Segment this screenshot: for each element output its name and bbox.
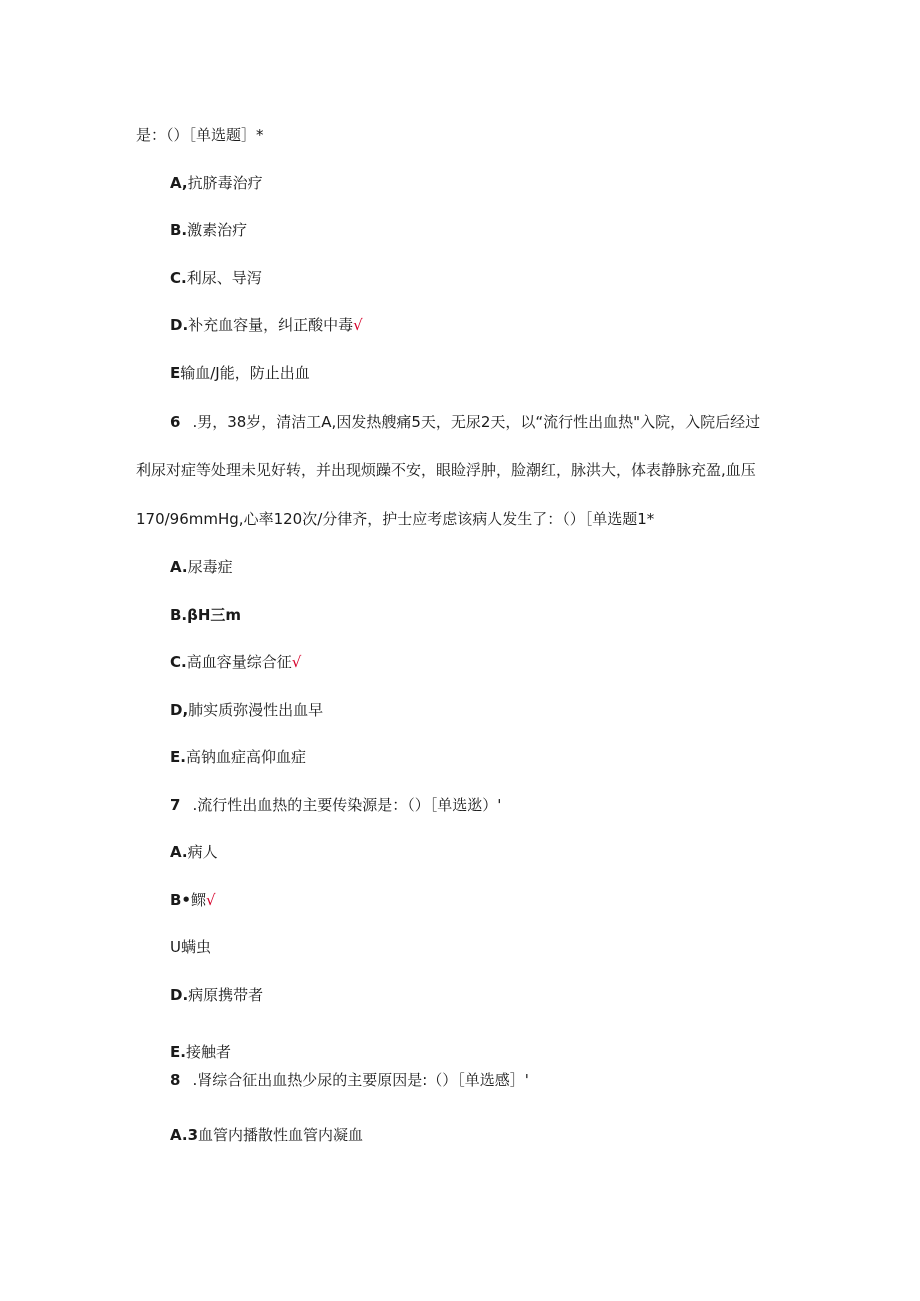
option-letter: B. [170, 221, 188, 239]
q6-option-d[interactable] [170, 700, 323, 720]
option-letter: A. [170, 843, 188, 861]
option-letter: A, [170, 174, 188, 192]
option-text: 肺实质弥漫性出血早 [188, 701, 324, 719]
q7-option-c[interactable] [170, 937, 211, 957]
correct-check-icon: √ [206, 891, 216, 909]
q6-option-b[interactable] [170, 605, 241, 625]
question-text: .流行性出血热的主要传染源是：（）［单选逖）' [192, 796, 502, 814]
option-letter: E. [170, 1043, 186, 1061]
option-text: 高血容量综合征 [186, 653, 292, 671]
q6-option-a[interactable] [170, 557, 233, 577]
question-text: .男，38岁，清洁工A,因发热艘痛5天，无尿2天，以“流行性出血热"入院，入院后经过 [192, 413, 761, 431]
q6-option-e[interactable] [170, 747, 306, 767]
q6-stem-line2: 利尿对症等处理未见好转，并出现烦躁不安，眼睑浮肿，脸潮红，脉洪大，体表静脉充盈,血压 [136, 461, 756, 479]
option-text: 病人 [187, 843, 218, 861]
option-text: 尿毒症 [187, 558, 233, 576]
option-text: 输血/J能，防止出血 [180, 364, 310, 382]
option-letter: E. [170, 748, 186, 766]
q8-option-a[interactable] [170, 1125, 363, 1145]
q6-stem-line3: 170/96mmHg,心率120次/分律齐，护士应考虑该病人发生了：（）［单选题1* [136, 510, 655, 528]
q5-option-b[interactable] [170, 220, 247, 240]
option-text: 抗脐毒治疗 [187, 174, 263, 192]
option-letter: C. [170, 269, 187, 287]
q8-stem [170, 1070, 529, 1090]
option-letter: E [170, 364, 181, 382]
correct-check-icon: √ [291, 653, 302, 671]
option-letter: B. [170, 606, 188, 624]
question-number: 8 [170, 1071, 181, 1089]
q5-option-a[interactable] [170, 173, 263, 193]
option-letter: C. [170, 653, 187, 671]
option-text: 补充血容量，纠正酸中毒 [188, 316, 354, 334]
q5-option-e[interactable] [170, 363, 310, 383]
option-letter: U [170, 938, 181, 956]
option-text: 鳏 [191, 891, 207, 909]
q5-option-d[interactable] [170, 315, 363, 335]
question-number: 6 [170, 413, 181, 431]
q5-option-c[interactable] [170, 268, 262, 288]
correct-check-icon: √ [353, 316, 363, 334]
q6-option-c[interactable] [170, 652, 301, 672]
question-text: .肾综合征出血热少尿的主要原因是:（）［单选感］' [192, 1071, 529, 1089]
option-text: 病原携带者 [188, 986, 264, 1004]
q7-option-e[interactable] [170, 1042, 231, 1062]
option-letter: B• [170, 891, 192, 909]
option-text: βH三m [187, 606, 242, 624]
option-letter: D. [170, 986, 189, 1004]
option-text: 接触者 [185, 1043, 231, 1061]
q7-option-a[interactable] [170, 842, 218, 862]
option-text: 利尿、导泻 [186, 269, 262, 287]
q6-stem-line1 [170, 412, 760, 432]
option-letter: D. [170, 316, 189, 334]
question-number: 7 [170, 796, 181, 814]
q5-stem-tail: 是：（）［单选题］* [136, 126, 264, 144]
option-text: 激素治疗 [187, 221, 248, 239]
q7-stem [170, 795, 501, 815]
option-text: 螨虫 [180, 938, 211, 956]
option-text: 高钠血症高仰血症 [185, 748, 306, 766]
option-letter: D, [170, 701, 189, 719]
q7-option-b[interactable] [170, 890, 216, 910]
option-text: 血管内播散性血管内凝血 [198, 1126, 364, 1144]
option-letter: A.3 [170, 1126, 199, 1144]
q7-option-d[interactable] [170, 985, 263, 1005]
option-letter: A. [170, 558, 188, 576]
